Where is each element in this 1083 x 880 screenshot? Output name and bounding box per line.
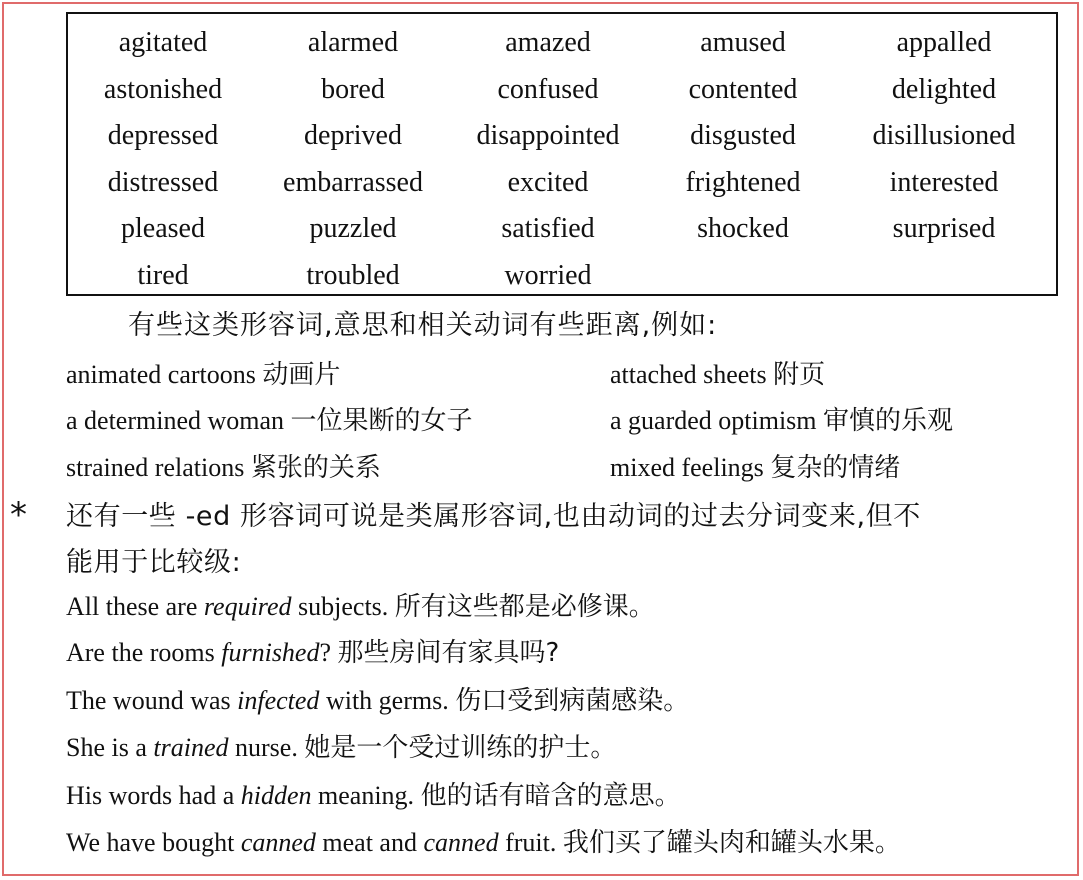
example-italic: trained	[153, 733, 229, 762]
example-sentence	[66, 640, 559, 666]
vocabulary-word: frightened	[685, 166, 801, 198]
phrase-left	[66, 455, 381, 481]
phrase-chinese: 审慎的乐观	[823, 406, 954, 436]
vocabulary-row	[68, 67, 1056, 114]
vocabulary-word: pleased	[121, 213, 205, 245]
phrase-left	[66, 408, 473, 434]
vocabulary-word: astonished	[103, 73, 223, 105]
note-line: 能用于比较级:	[66, 547, 242, 578]
example-italic: canned	[240, 828, 316, 857]
example-chinese: 她是一个受过训练的护士。	[304, 733, 617, 763]
vocabulary-word: satisfied	[501, 213, 595, 245]
example-italic: furnished	[221, 638, 320, 667]
vocabulary-word: alarmed	[307, 27, 399, 59]
vocabulary-word: tired	[137, 259, 189, 291]
phrase-chinese: 复杂的情绪	[770, 453, 901, 483]
phrase-right	[610, 362, 825, 388]
example-text: fruit.	[498, 828, 557, 857]
example-italic: hidden	[240, 781, 312, 810]
example-text: ?	[319, 638, 332, 667]
example-text: subjects.	[291, 592, 389, 621]
phrase-english: a determined woman	[66, 406, 285, 435]
phrase-english: attached sheets	[610, 360, 767, 389]
vocabulary-table	[66, 12, 1058, 296]
example-text: meat and	[315, 828, 424, 857]
phrase-chinese: 一位果断的女子	[290, 406, 473, 436]
example-chinese: 那些房间有家具吗?	[337, 638, 560, 668]
phrase-english: a guarded optimism	[610, 406, 817, 435]
phrase-english: strained relations	[66, 453, 245, 482]
example-text: His words had a	[66, 781, 241, 810]
example-chinese: 他的话有暗含的意思。	[420, 781, 681, 811]
example-sentence	[66, 594, 655, 620]
example-italic: infected	[237, 686, 320, 715]
vocabulary-word: embarrassed	[283, 166, 423, 198]
example-text: She is a	[66, 733, 154, 762]
vocabulary-row	[68, 20, 1056, 67]
vocabulary-word: disappointed	[476, 120, 620, 152]
example-sentence	[66, 783, 681, 809]
intro-text: 有些这类形容词,意思和相关动词有些距离,例如:	[128, 310, 718, 341]
vocabulary-word: deprived	[304, 120, 402, 152]
example-chinese: 我们买了罐头肉和罐头水果。	[562, 828, 901, 858]
example-text: We have bought	[66, 828, 241, 857]
example-sentence	[66, 830, 901, 856]
vocabulary-word: excited	[507, 166, 589, 198]
phrase-right	[610, 455, 900, 481]
vocabulary-word: contented	[688, 73, 798, 105]
example-italic: canned	[423, 828, 499, 857]
example-text: with germs.	[319, 686, 449, 715]
phrase-english: mixed feelings	[610, 453, 764, 482]
example-chinese: 所有这些都是必修课。	[394, 592, 655, 622]
vocabulary-word: disgusted	[690, 120, 796, 152]
vocabulary-word: shocked	[697, 213, 789, 245]
vocabulary-word: agitated	[118, 27, 208, 59]
asterisk-marker: *	[10, 495, 27, 535]
vocabulary-word: amused	[700, 27, 786, 59]
vocabulary-word: confused	[497, 73, 599, 105]
vocabulary-row	[68, 253, 1056, 300]
example-text: All these are	[66, 592, 204, 621]
note-line: 还有一些 -ed 形容词可说是类属形容词,也由动词的过去分词变来,但不	[66, 501, 921, 532]
vocabulary-word: troubled	[306, 259, 400, 291]
vocabulary-word: interested	[889, 166, 999, 198]
vocabulary-word: disillusioned	[872, 120, 1016, 152]
example-chinese: 伤口受到病菌感染。	[455, 686, 690, 716]
phrase-right	[610, 408, 953, 434]
vocabulary-word: puzzled	[309, 213, 397, 245]
example-text: nurse.	[228, 733, 298, 762]
vocabulary-row	[68, 113, 1056, 160]
vocabulary-word: distressed	[107, 166, 219, 198]
vocabulary-word: amazed	[505, 27, 591, 59]
phrase-english: animated cartoons	[66, 360, 256, 389]
example-sentence	[66, 688, 689, 714]
example-italic: required	[203, 592, 292, 621]
phrase-chinese: 动画片	[262, 360, 341, 390]
vocabulary-word: bored	[321, 73, 385, 105]
example-text: meaning.	[311, 781, 415, 810]
phrase-chinese: 紧张的关系	[250, 453, 381, 483]
vocabulary-word: surprised	[892, 213, 996, 245]
vocabulary-word: depressed	[107, 120, 219, 152]
vocabulary-row	[68, 160, 1056, 207]
example-sentence	[66, 735, 616, 761]
vocabulary-word: delighted	[891, 73, 997, 105]
vocabulary-row	[68, 206, 1056, 253]
vocabulary-word: appalled	[896, 27, 992, 59]
phrase-chinese: 附页	[773, 360, 826, 390]
example-text: The wound was	[66, 686, 238, 715]
vocabulary-word: worried	[504, 259, 592, 291]
example-text: Are the rooms	[66, 638, 222, 667]
phrase-left	[66, 362, 340, 388]
